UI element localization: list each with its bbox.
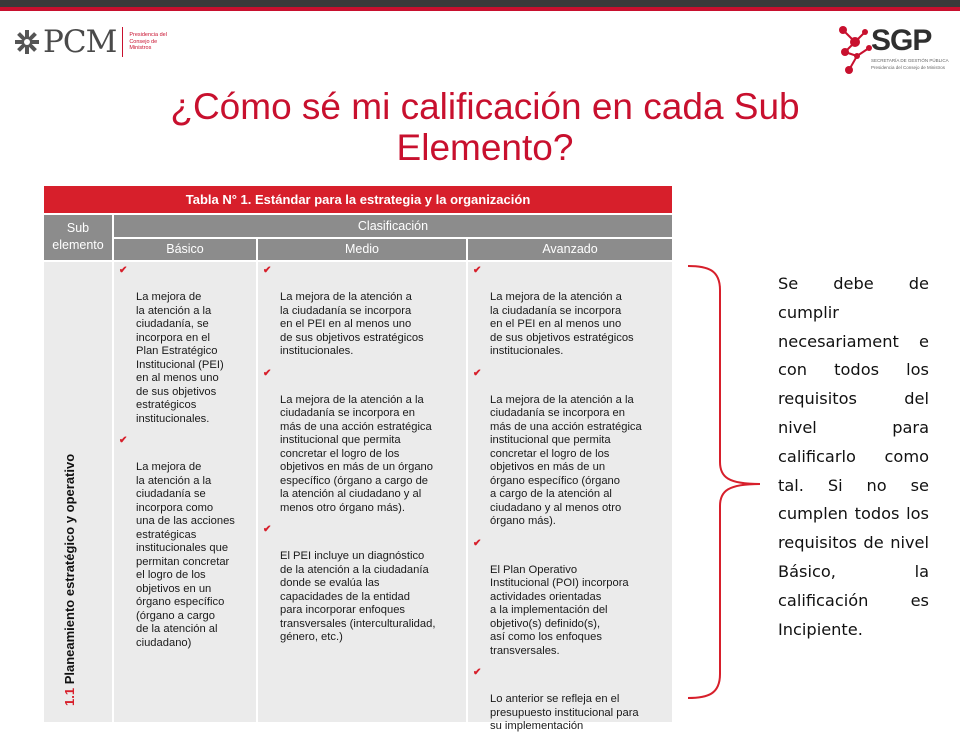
sgp-logo-line1: SECRETARÍA DE GESTIÓN PÚBLICA: [871, 58, 949, 63]
check-icon: ✔: [473, 367, 482, 379]
basico-cell: [118, 264, 256, 658]
basico-item-text: La mejora de la atención a la ciudadanía, se incorpora en el Plan Estratégico Institucional (PEI) en al menos uno de sus objetivos estratégicos institucionales.: [136, 291, 224, 425]
avanzado-cell: [472, 264, 672, 742]
check-icon: ✔: [473, 667, 482, 678]
column-header-avanzado: Avanzado: [468, 239, 672, 260]
avanzado-item: [472, 666, 672, 734]
avanzado-item-text: Lo anterior se refleja en el presupuesto institucional para su implementación: [490, 693, 639, 732]
avanzado-item: [472, 367, 672, 529]
table-caption: Tabla N° 1. Estándar para la estrategia y la organización: [44, 186, 672, 213]
check-icon: ✔: [263, 265, 272, 276]
medio-item: [262, 523, 466, 645]
medio-cell: [262, 264, 466, 653]
basico-item: [118, 434, 256, 650]
check-icon: ✔: [119, 435, 128, 446]
pcm-logo-text: PCM: [43, 24, 117, 60]
check-icon: ✔: [263, 524, 272, 535]
row-label-text: Planeamiento estratégico y operativo: [62, 453, 77, 685]
sgp-logo-text: SGP: [871, 24, 932, 57]
curly-brace-icon: [680, 262, 770, 702]
avanzado-item-text: La mejora de la atención a la ciudadanía se incorpora en más de una acción estratégica institucional que permita concretar el logro de los objetivos en más de un órgano específico (órgano a cargo de la atención al ciudadano y al menos otro órgano más).: [490, 393, 642, 527]
avanzado-item: [472, 537, 672, 659]
medio-item: [262, 264, 466, 359]
avanzado-item-text: El Plan Operativo Institucional (POI) incorpora actividades orientadas a la implementación del objetivo(s) definido(s), así como los enfoques transversales.: [490, 563, 629, 657]
check-icon: ✔: [119, 265, 128, 276]
pcm-logo-subtitle: Presidencia del Consejo de Ministros: [129, 32, 167, 52]
pcm-logo: [14, 24, 169, 60]
pcm-mark-icon: [14, 29, 40, 55]
column-header-medio: Medio: [258, 239, 466, 260]
medio-item-text: La mejora de la atención a la ciudadanía se incorpora en el PEI en al menos uno de sus objetivos estratégicos institucionales.: [280, 291, 424, 357]
row-number: 1.1: [62, 687, 77, 706]
qualification-note: Se debe de cumplir necesariament e con todos los requisitos del nivel para calificarlo como tal. Si no se cumplen todos los requisitos de nivel Básico, la calificación es Incipiente.: [778, 274, 929, 639]
top-bar-red: [0, 7, 960, 11]
row-label: [62, 454, 77, 706]
sgp-logo: [835, 22, 947, 78]
column-header-basico: Básico: [114, 239, 256, 260]
medio-item: [262, 367, 466, 516]
check-icon: ✔: [263, 367, 272, 379]
avanzado-item: [472, 264, 672, 359]
sgp-logo-line2: Presidencia del Consejo de Ministros: [871, 65, 946, 70]
check-icon: ✔: [473, 265, 482, 276]
sub-element-header: [44, 215, 112, 260]
slide-title: ¿Cómo sé mi calificación en cada Sub Elemento?: [170, 86, 800, 168]
medio-item-text: El PEI incluye un diagnóstico de la atención a la ciudadanía donde se evalúa las capacidades de la entidad para incorporar enfoques transversales (interculturalidad, género, etc.): [280, 550, 436, 643]
top-bar-dark: [0, 0, 960, 7]
pcm-logo-divider: [122, 27, 123, 57]
medio-item-text: La mejora de la atención a la ciudadanía se incorpora en más de una acción estratégica institucional que permita concretar el logro de los objetivos en más de un órgano específico (órgano a cargo de la atención al ciudadano y al menos otro órgano más).: [280, 393, 433, 514]
sgp-network-icon: [835, 22, 875, 78]
classification-header: Clasificación: [114, 215, 672, 237]
top-bar: [0, 0, 960, 11]
check-icon: ✔: [473, 537, 482, 549]
basico-item-text: La mejora de la atención a la ciudadanía se incorpora como una de las acciones estratégicas institucionales que permitan concretar el logro de los objetivos en un órgano específico (órgano a cargo de la atención al ciudadano): [136, 461, 235, 649]
row-label-cell: [44, 262, 112, 722]
basico-item: [118, 264, 256, 426]
sub-element-header-label: Sub elemento: [52, 221, 104, 252]
standards-table: [44, 186, 672, 732]
avanzado-item-text: La mejora de la atención a la ciudadanía se incorpora en el PEI en al menos uno de sus objetivos estratégicos institucionales.: [490, 291, 634, 357]
